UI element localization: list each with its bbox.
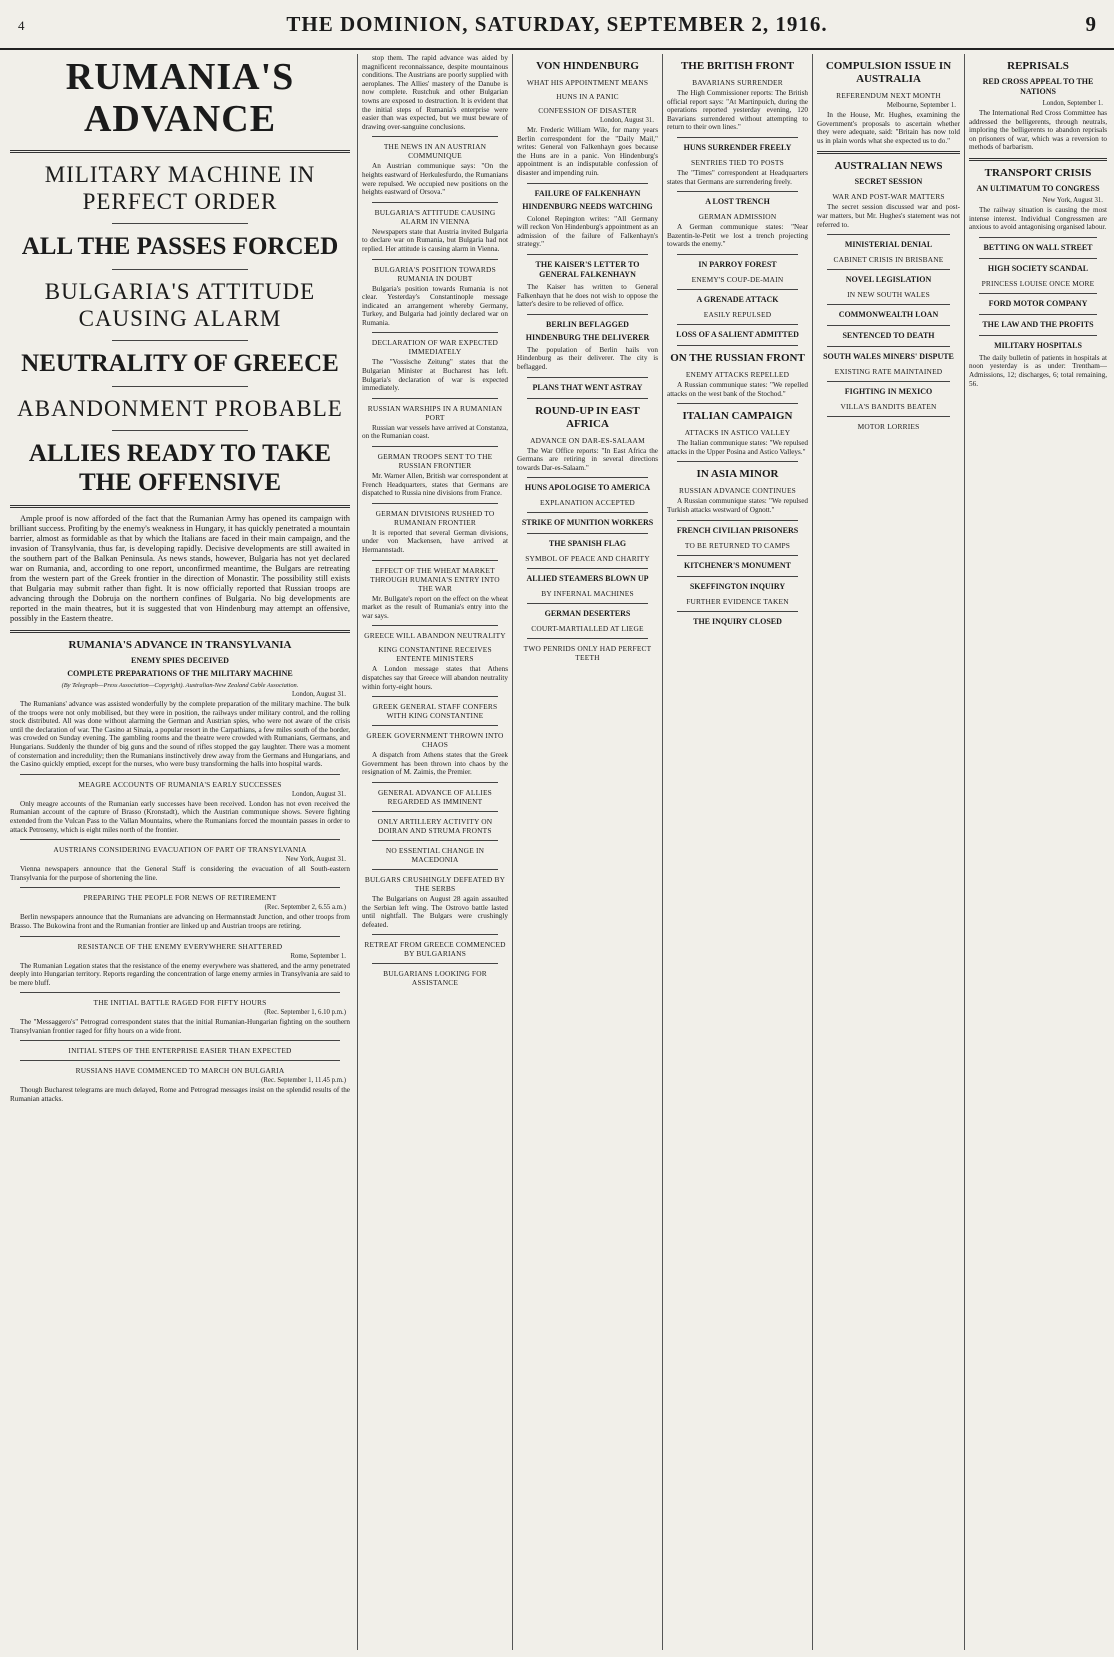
subheading: ENEMY ATTACKS REPELLED	[685, 369, 790, 379]
subheading: BULGARIA'S ATTITUDE CAUSING ALARM IN VIENNA	[374, 207, 496, 226]
subheading: HINDENBURG THE DELIVERER	[525, 332, 650, 342]
subheading: GERMAN DIVISIONS RUSHED TO RUMANIAN FRONTIER	[375, 508, 495, 527]
headline-deck: NEUTRALITY OF GREECE	[21, 350, 339, 377]
subheading: BAVARIANS SURRENDER	[692, 78, 783, 87]
subheading: SOUTH WALES MINERS' DISPUTE	[823, 352, 954, 362]
subheading: FORD MOTOR COMPANY	[988, 298, 1088, 308]
article-body: The Bulgarians on August 28 again assaulted the Serbian left wing. The Ostrovo battle lasted until nightfall. The Bulgars were crushingly defeated.	[362, 894, 508, 929]
column-rule	[964, 54, 965, 1650]
subheading: REFERENDUM NEXT MONTH	[836, 91, 941, 100]
main-headline: RUMANIA'S ADVANCE	[65, 56, 295, 140]
article-body: The "Messaggero's" Petrograd correspondent states that the initial Rumanian-Hungarian fighting on the southern Transylvanian frontier raged for fifty hours on a wide front.	[10, 1018, 350, 1035]
subheading: BULGARIANS LOOKING FOR ASSISTANCE	[383, 969, 487, 988]
dateline: Rome, September 1.	[290, 952, 346, 960]
subheading: KITCHENER'S MONUMENT	[684, 560, 791, 570]
dateline: London, September 1.	[1042, 100, 1103, 107]
section-heading: ITALIAN CAMPAIGN	[682, 410, 793, 423]
subheading: A GRENADE ATTACK	[696, 294, 779, 304]
subheading: EFFECT OF THE WHEAT MARKET THROUGH RUMANIA'S ENTRY INTO THE WAR	[370, 565, 500, 593]
subheading: FRENCH CIVILIAN PRISONERS	[676, 525, 799, 535]
headline-deck: MILITARY MACHINE IN PERFECT ORDER	[44, 162, 316, 214]
subheading: WAR AND POST-WAR MATTERS	[832, 192, 945, 202]
section-heading: RUMANIA'S ADVANCE IN TRANSYLVANIA	[68, 639, 292, 651]
headline-deck: ABANDONMENT PROBABLE	[17, 396, 343, 421]
subheading: IN NEW SOUTH WALES	[847, 290, 930, 300]
headline-deck: ALLIES READY TO TAKE THE OFFENSIVE	[28, 440, 332, 496]
subheading: IN PARROY FOREST	[698, 259, 777, 269]
column-4	[667, 54, 808, 1650]
section-heading: VON HINDENBURG	[536, 60, 639, 72]
subheading: MINISTERIAL DENIAL	[844, 240, 933, 250]
subheading: ALLIED STEAMERS BLOWN UP	[526, 574, 649, 584]
subheading: GERMAN DESERTERS	[544, 609, 631, 619]
section-subheading: ENEMY SPIES DECEIVED	[131, 656, 229, 665]
subheading: HUNS APOLOGISE TO AMERICA	[524, 483, 651, 493]
column-6	[969, 54, 1107, 1650]
section-heading: THE BRITISH FRONT	[680, 60, 795, 72]
subheading: HINDENBURG NEEDS WATCHING	[522, 201, 653, 211]
column-5	[817, 54, 960, 1650]
article-body: A Russian communique states: "We repulsed Turkish attacks westward of Ognott."	[667, 497, 808, 514]
subheading: WHAT HIS APPOINTMENT MEANS	[526, 78, 649, 87]
article-body: The Rumanians' advance was assisted wonderfully by the complete preparation of the military machine. The bulk of the troops were not only mobilised, but they were in position, the railways under military control, and the rolling stock distributed. All was done without alarming the German and Austrian spies, who were not aware of the crisis until the declaration of war. The Casino at Sinaia, a popular resort in the Carpathians, a few miles south of the border, was crowded on Sunday evening. The gambling rooms and the theatre were crowded with Rumanians, Germans, and Hungarians. Suddenly the thunder of big guns and the sound of rifles stopped the gay laughter. There was a moment of consternation and incredulity; then the Rumanians instinctively drew away from the Germans and Hungarians, and the Casino quickly emptied, except for the nurses, who were busy transforming the halls into hospital wards.	[10, 700, 350, 769]
column-rule	[357, 54, 358, 1650]
article-body: stop them. The rapid advance was aided by magnificent reconnaissance, despite mountainous conditions. The Austrians are poorly supplied with aeroplanes. The Allies' mastery of the Danube is now complete. Rustchuk and other Bulgarian towns are exposed to destruction. It is evident that the initial steps of Rumania's enterprise were easier than was expected, but we must beware of drawing over-sanguine conclusions.	[362, 54, 508, 131]
article-body: A German communique states: "Near Bazentin-le-Petit we lost a trench projecting towards the enemy."	[667, 223, 808, 249]
article-body: Vienna newspapers announce that the General Staff is considering the evacuation of all South-eastern Transylvania for the purpose of shortening the line.	[10, 865, 350, 882]
article-body: It is reported that several German divisions, under von Mackensen, have arrived at Hermannstadt.	[362, 528, 508, 554]
article-body: Though Bucharest telegrams are much delayed, Rome and Petrograd messages insist on the splendid results of the Rumanian attacks.	[10, 1086, 350, 1104]
subheading: COMMONWEALTH LOAN	[838, 310, 939, 320]
article-body: The secret session discussed war and post-war matters, but Mr. Hughes's statement was not referred to.	[817, 203, 960, 229]
article-body: Mr. Bullgate's report on the effect on the wheat market as the result of Rumania's entry into the war says.	[362, 594, 508, 620]
subheading: PLANS THAT WENT ASTRAY	[532, 382, 643, 392]
section-heading: ON THE RUSSIAN FRONT	[670, 351, 805, 364]
article-body: The "Times" correspondent at Headquarters states that Germans are surrendering freely.	[667, 168, 808, 186]
subheading: RUSSIAN ADVANCE CONTINUES	[679, 486, 796, 496]
article-body: Berlin newspapers announce that the Rumanians are advancing on Hermannstadt Junction, and other troops from Brasso. The Bukowina front and the Rumanian frontier are linked up and Austrian troops are retiring.	[10, 913, 350, 930]
subheading: THE INQUIRY CLOSED	[693, 616, 782, 626]
subheading: THE INITIAL BATTLE RAGED FOR FIFTY HOURS	[93, 998, 267, 1008]
subheading: SENTENCED TO DEATH	[842, 331, 935, 341]
subheading: GERMAN ADMISSION	[698, 212, 777, 222]
subheading: NOVEL LEGISLATION	[845, 275, 932, 285]
article-body: Newspapers state that Austria invited Bulgaria to declare war on Rumania, but Bulgaria had not replied. Her attitude is causing alarm in Vienna.	[362, 227, 508, 253]
article-body: The daily bulletin of patients in hospitals at noon yesterday is as under: Trentham—Admissions, 12; discharges, 6; total remaining, 56.	[969, 353, 1107, 388]
subheading: ATTACKS IN ASTICO VALLEY	[684, 428, 791, 438]
subheading: EXISTING RATE MAINTAINED	[834, 367, 943, 377]
article-body: Only meagre accounts of the Rumanian early successes have been received. London has not even received the Rumanian account of the capture of Brasso (Kronstadt), which the Austrian communique shows. Severe fighting extended from the Vulcan Pass to the Vallan Mountains, where the Rumanians forced the mountain passes in order to attack Petroseny, which is eight miles north of the frontier.	[10, 799, 350, 834]
subheading: KING CONSTANTINE RECEIVES ENTENTE MINISTERS	[378, 645, 492, 664]
subheading: BY INFERNAL MACHINES	[541, 589, 634, 599]
column-3	[517, 54, 658, 1650]
section-subheading: COMPLETE PREPARATIONS OF THE MILITARY MACHINE	[67, 669, 293, 678]
subheading: GREEK GOVERNMENT THROWN INTO CHAOS	[366, 731, 504, 750]
subheading: PRINCESS LOUISE ONCE MORE	[981, 278, 1095, 288]
subheading: MEAGRE ACCOUNTS OF RUMANIA'S EARLY SUCCESSES	[78, 779, 282, 789]
article-body: An Austrian communique says: "On the heights eastward of Herkulesfurdo, the Rumanians were repulsed. We occupied new positions on the heights eastward of Orsova."	[362, 162, 508, 197]
subheading: RESISTANCE OF THE ENEMY EVERYWHERE SHATTERED	[77, 941, 283, 951]
article-body: In the House, Mr. Hughes, examining the Government's proposals to ascertain whether they were adequate, said: "Britain has now told us in plain words what she expected us to do."	[817, 111, 960, 145]
subheading: SENTRIES TIED TO POSTS	[691, 157, 784, 167]
subheading: FAILURE OF FALKENHAYN	[534, 188, 641, 198]
section-heading: IN ASIA MINOR	[696, 468, 779, 481]
column-rule	[812, 54, 813, 1650]
subheading: TO BE RETURNED TO CAMPS	[684, 540, 791, 550]
subheading: ENEMY'S COUP-DE-MAIN	[691, 274, 784, 284]
subheading: CABINET CRISIS IN BRISBANE	[833, 255, 944, 265]
subheading: LOSS OF A SALIENT ADMITTED	[676, 329, 799, 339]
article-body: A Russian communique states: "We repelled attacks on the west bank of the Stochod."	[667, 380, 808, 398]
section-heading: AUSTRALIAN NEWS	[834, 160, 943, 173]
dateline: New York, August 31.	[1042, 196, 1103, 204]
subheading: NO ESSENTIAL CHANGE IN MACEDONIA	[385, 845, 485, 864]
masthead	[0, 0, 1114, 50]
subheading: GREECE WILL ABANDON NEUTRALITY	[364, 631, 506, 641]
subheading: A LOST TRENCH	[705, 197, 770, 207]
subheading: RUSSIANS HAVE COMMENCED TO MARCH ON BULGARIA	[75, 1066, 285, 1076]
subheading: RETREAT FROM GREECE COMMENCED BY BULGARIANS	[364, 940, 506, 959]
section-heading: TRANSPORT CRISIS	[984, 166, 1092, 179]
subheading: BULGARIA'S POSITION TOWARDS RUMANIA IN DOUBT	[374, 264, 496, 283]
credit-line: (By Telegraph—Press Association—Copyright). Australian-New Zealand Cable Association.	[61, 682, 299, 689]
subheading: BETTING ON WALL STREET	[983, 242, 1093, 252]
subheading: THE SPANISH FLAG	[548, 539, 627, 549]
subheading: EASILY REPULSED	[703, 309, 772, 319]
article-body: The High Commissioner reports: The British official report says: "At Martinpuich, during the operations reported yesterday evening, 120 Bavarians surrendered without attempting to return to their own lines."	[667, 89, 808, 132]
subheading: RUSSIAN WARSHIPS IN A RUMANIAN PORT	[367, 403, 503, 422]
column-2	[362, 54, 508, 1650]
article-intro: Ample proof is now afforded of the fact that the Rumanian Army has opened its campaign with brilliant success. Profiting by the enemy's weakness in Hungary, it has quickly penetrated a mountain barrier, almost as formidable as that by which the Italians are faced in their main campaign, and the invasion of Transylvania, thus far, is developing rapidly. Decisive developments are still awaited in the southern part of the Balkan Peninsula. As news stands, however, Bulgaria has not yet declared war on Rumania, and, according to one report, unconfirmed meantime, the Bulgars are retreating from the western part of the Greek frontier in the direction of Monastir. The possibility still exists that Bulgaria may submit rather than fight. It is now officially reported that Russian troops are advancing through the Dobruja on the northern confines of Bulgaria. No big developments are reported in the main theatres, but it is suggested that von Hindenburg may attempt an offensive, possibly in the Eastern theatre.	[10, 514, 350, 623]
dateline: London, August 31.	[292, 691, 346, 698]
subheading: BULGARS CRUSHINGLY DEFEATED BY THE SERBS	[364, 874, 506, 893]
article-body: The population of Berlin hails von Hindenburg as their deliverer. The city is beflagged.	[517, 345, 658, 371]
newspaper-title: THE DOMINION, SATURDAY, SEPTEMBER 2, 1916.	[286, 12, 828, 36]
subheading: COURT-MARTIALLED AT LIEGE	[531, 624, 644, 634]
subheading: FURTHER EVIDENCE TAKEN	[686, 596, 789, 606]
subheading: AN ULTIMATUM TO CONGRESS	[976, 183, 1100, 193]
subheading: GENERAL ADVANCE OF ALLIES REGARDED AS IMMINENT	[377, 787, 492, 806]
subheading: HUNS IN A PANIC	[556, 92, 619, 101]
subheading: TWO PENRIDS ONLY HAD PERFECT TEETH	[523, 644, 652, 663]
subheading: SYMBOL OF PEACE AND CHARITY	[525, 554, 650, 564]
article-body: A London message states that Athens dispatches say that Greece will abandon neutrality within forty-eight hours.	[362, 665, 508, 691]
column-rule	[662, 54, 663, 1650]
subheading: STRIKE OF MUNITION WORKERS	[521, 518, 654, 528]
masthead-mark: 4	[18, 18, 25, 33]
dateline: (Rec. September 2, 6.55 a.m.)	[264, 904, 346, 912]
article-body: Bulgaria's position towards Rumania is not clear. Yesterday's Constantinople message indicated an arrangement whereby Germany, Turkey, and Bulgaria had jointly declared war on Rumania.	[362, 284, 508, 327]
subheading: DECLARATION OF WAR EXPECTED IMMEDIATELY	[371, 338, 499, 357]
subheading: GERMAN TROOPS SENT TO THE RUSSIAN FRONTIER	[377, 452, 493, 471]
article-body: The Kaiser has written to General Falkenhayn that he does not wish to oppose the latter's desire to be relieved of office.	[517, 282, 658, 309]
subheading: CONFESSION OF DISASTER	[538, 106, 637, 115]
dateline: London, August 31.	[292, 790, 346, 798]
article-body: Mr. Warner Allen, British war correspondent at French Headquarters, states that Germans are dispatched to Russia nine divisions from France.	[362, 472, 508, 498]
section-heading: ROUND-UP IN EAST AFRICA	[535, 404, 640, 430]
article-body: The Italian communique states: "We repulsed attacks in the Upper Posina and Astico Valleys."	[667, 439, 808, 456]
subheading: HIGH SOCIETY SCANDAL	[987, 263, 1089, 273]
page-number: 9	[1085, 12, 1096, 36]
subheading: MILITARY HOSPITALS	[994, 340, 1082, 350]
dateline: (Rec. September 1, 11.45 p.m.)	[261, 1077, 346, 1085]
article-body: Colonel Repington writes: "All Germany will reckon Von Hindenburg's appointment as an admission of the failure of Falkenhayn's strategy."	[517, 214, 658, 249]
subheading: FIGHTING IN MEXICO	[844, 387, 933, 397]
article-body: A dispatch from Athens states that the Greek Government has been thrown into chaos by the resignation of M. Zaimis, the Premier.	[362, 751, 508, 777]
article-body: Mr. Frederic William Wile, for many years Berlin correspondent for the "Daily Mail," writes: General von Falkenhayn goes because the Huns are in a panic. Von Hindenburg's appointment is an indisputable confession of disaster and impending ruin.	[517, 126, 658, 177]
dateline: Melbourne, September 1.	[886, 102, 956, 109]
dateline: New York, August 31.	[285, 856, 346, 864]
dateline: (Rec. September 1, 6.10 p.m.)	[264, 1009, 346, 1017]
subheading: INITIAL STEPS OF THE ENTERPRISE EASIER THAN EXPECTED	[68, 1046, 292, 1056]
subheading: VILLA'S BANDITS BEATEN	[840, 402, 937, 412]
column-1	[10, 54, 350, 1650]
subheading: HUNS SURRENDER FREELY	[683, 142, 792, 152]
article-body: The "Vossische Zeitung" states that the Bulgarian Minister at Bucharest has left. Bulgaria's declaration of war is expected immediately.	[362, 358, 508, 393]
article-body: The railway situation is causing the most intense interest. Individual Congressmen are anxious to avoid antagonising organised labour.	[969, 205, 1107, 232]
article-body: The International Red Cross Committee has addressed the belligerents, through neutrals, imploring the belligerents to abandon reprisals on prisoners of war, which was a reversion to methods of barbarism.	[969, 109, 1107, 152]
subheading: THE LAW AND THE PROFITS	[982, 319, 1094, 329]
subheading: PREPARING THE PEOPLE FOR NEWS OF RETIREMENT	[83, 893, 277, 903]
column-rule	[512, 54, 513, 1650]
subheading: SKEFFINGTON INQUIRY	[689, 581, 786, 591]
subheading: BERLIN BEFLAGGED	[546, 319, 629, 329]
subheading: RED CROSS APPEAL TO THE NATIONS	[982, 77, 1094, 96]
subheading: GREEK GENERAL STAFF CONFERS WITH KING CONSTANTINE	[372, 702, 498, 721]
section-heading: REPRISALS	[1007, 60, 1069, 72]
subheading: AUSTRIANS CONSIDERING EVACUATION OF PART OF TRANSYLVANIA	[53, 845, 307, 855]
subheading: ADVANCE ON DAR-ES-SALAAM	[530, 435, 645, 445]
headline-deck: BULGARIA'S ATTITUDE CAUSING ALARM	[44, 279, 316, 331]
subheading: SECRET SESSION	[854, 177, 923, 187]
article-body: The Rumanian Legation states that the resistance of the enemy everywhere was shattered, and the army penetrated deeply into Hungarian territory. Reports regarding the concentration of large enemy armies in Transylvania are said to be mere bluff.	[10, 961, 350, 987]
article-body: Russian war vessels have arrived at Constanza, on the Rumanian coast.	[362, 423, 508, 441]
section-heading: COMPULSION ISSUE IN AUSTRALIA	[825, 60, 952, 85]
subheading: MOTOR LORRIES	[857, 422, 920, 432]
subheading: EXPLANATION ACCEPTED	[540, 498, 635, 508]
article-body: The War Office reports: "In East Africa the Germans are retiring in several directions towards Dar-es-Salaam."	[517, 446, 658, 472]
dateline: London, August 31.	[600, 117, 654, 124]
subheading: THE KAISER'S LETTER TO GENERAL FALKENHAYN	[535, 259, 640, 279]
subheading: THE NEWS IN AN AUSTRIAN COMMUNIQUE	[383, 142, 487, 161]
subheading: ONLY ARTILLERY ACTIVITY ON DOIRAN AND STRUMA FRONTS	[377, 816, 493, 835]
headline-deck: ALL THE PASSES FORCED	[21, 233, 339, 260]
